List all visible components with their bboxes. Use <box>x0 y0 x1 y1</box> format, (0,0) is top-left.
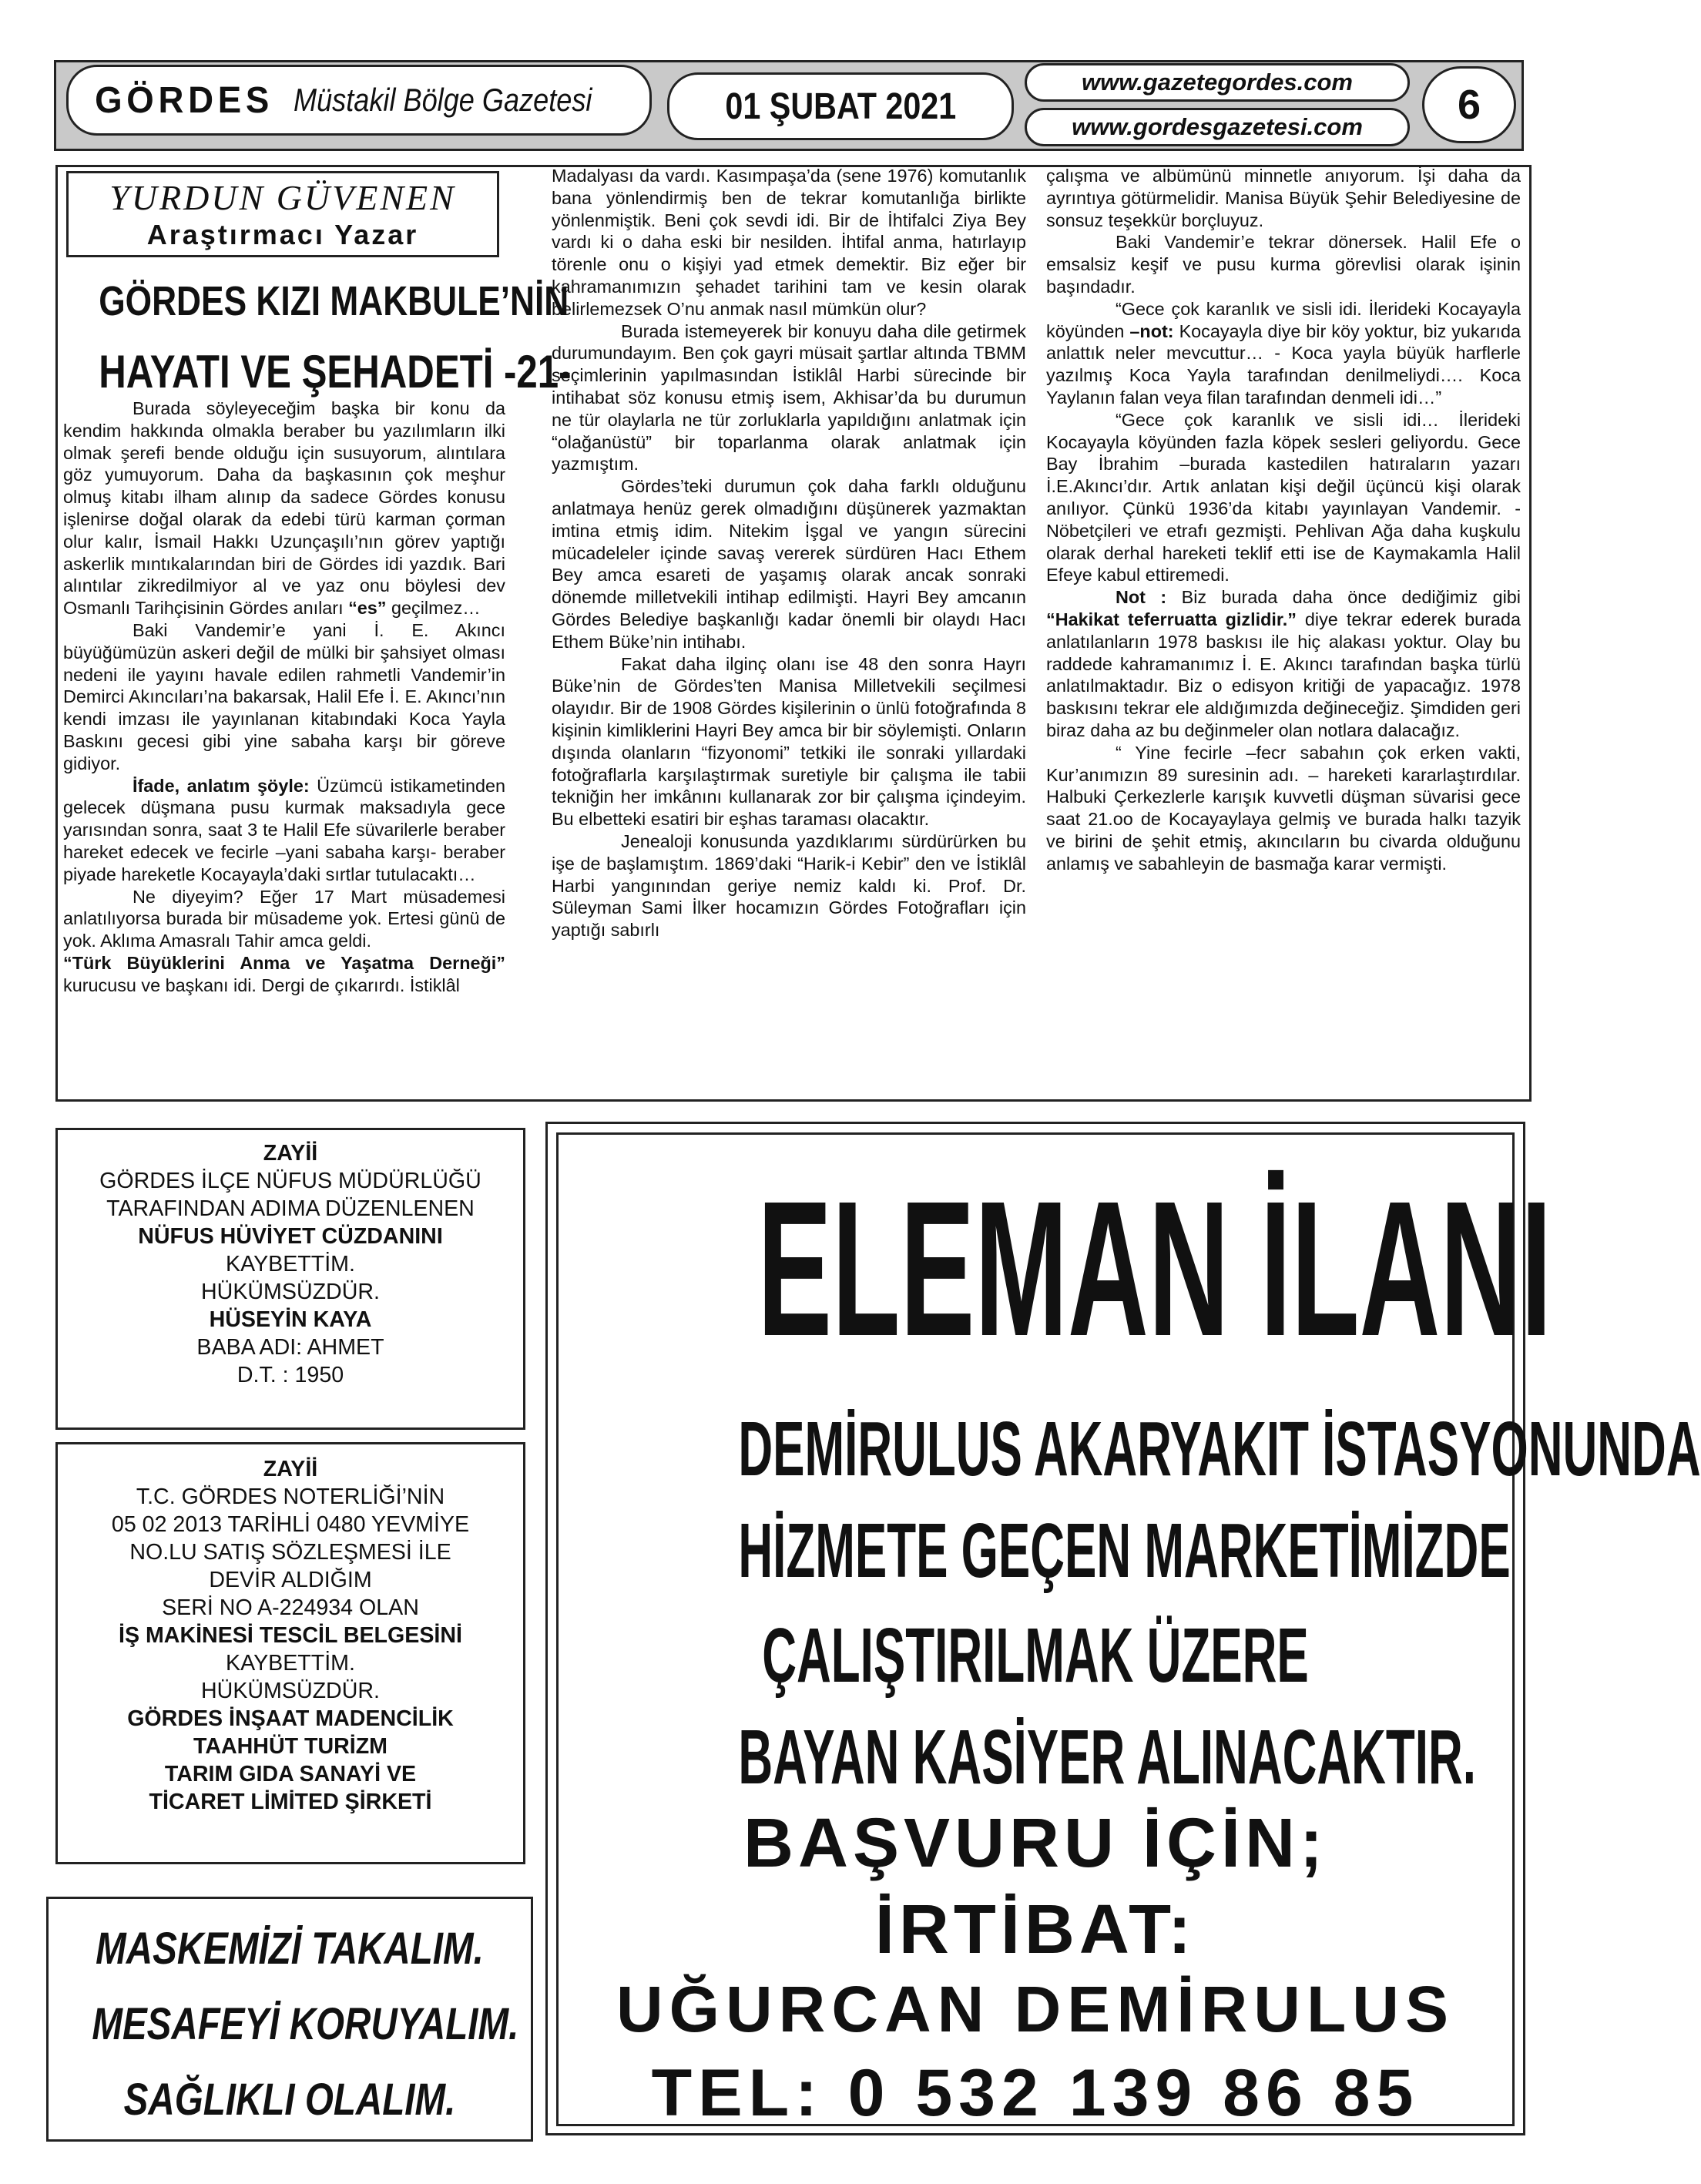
paragraph: Fakat daha ilginç olanı ise 48 den sonra Hayrı Büke’nin de Gördes’ten Manisa Milletvekili seçilmesi olayıdır. Bir de 1908 Gördes kişilerinin o ünlü fotoğrafında 8 kişinin kimliklerini Hayri Bey amca bir bir söylemişti. Onların dışında olanların “fizyonomi” tetkiki ile sonraki yıllardaki fotoğraflarla karşılaştırmak suretiyle bir çalışma ile tabii tekniğin her imkânını kullanarak zor bir çalışma içindeyim. Bu elbetteki esatiri bir eşhas taraması olacaktır. <box>552 653 1026 830</box>
notice-line: NO.LU SATIŞ SÖZLEŞMESİ İLE <box>129 1540 451 1565</box>
mask-line-1: MASKEMİZİ TAKALIM. <box>96 1924 484 1974</box>
paragraph: Burada söyleyeceğim başka bir konu da kendim hakkında olmakla beraber bu yazılımların ilki olmak şerefi bende olduğu için susuyorum, alıntılara göz yumuyorum. Daha da başkasının çok meşhur olmuş kitabı ilham alınıp da sadece Gördes konusu işlenirse doğal olarak da edebi türü karman çorman olur kalır, İsmail Hakkı Uzunçaşılı’nın görev yaptığı askerlik mıntıkalarından biri de Gördes idi yazdık. Bari alıntılar zikredilmiyor al ve yaz onu böylesi dev Osmanlı Tarihçisinin Gördes anıları “es” geçilmez… <box>63 398 505 619</box>
job-ad-contact-name: UĞURCAN DEMİRULUS <box>616 1973 1454 2045</box>
issue-date-pill <box>667 72 1014 140</box>
notice-line: KAYBETTİM. <box>226 1651 355 1676</box>
lost-notice-id-card <box>55 1128 525 1430</box>
paragraph: Jenealoji konusunda yazdıklarımı sürdürürken bu işe de başlamıştım. 1869’daki “Harik-i Kebir” den ve İstiklâl Harbi yangınından geriye nemiz kaldı ki. Prof. Dr. Süleyman Sami İlker hocamızın Gördes Fotoğrafları için yaptığı sabırlı <box>552 830 1026 941</box>
notice-line: D.T. : 1950 <box>237 1363 344 1387</box>
paragraph: Gördes’teki durumun çok daha farklı olduğunu anlatmaya henüz gerek olmadığını düşünerek yazmaktan imtina etmiş idim. Nitekim İşgal ve yangın sürecini mücadeleler içinde savaş vererek sürdüren Hacı Ethem Bey amca esareti de yaşamış olarak ancak sonraki dönemde milletvekili intihap edilmişti. Hayri Bey amcanın Gördes Belediye başkanlığı kadar önemli bir olaydı Hacı Ethem Büke’nin intihabı. <box>552 476 1026 652</box>
job-ad-title: ELEMAN İLANI <box>757 1161 1552 1376</box>
notice-line: SERİ NO A-224934 OLAN <box>162 1595 419 1620</box>
job-ad-line-2: HİZMETE GEÇEN MARKETİMİZDE <box>738 1508 1511 1594</box>
website-pill-1[interactable] <box>1025 63 1410 102</box>
notice-line: TARAFINDAN ADIMA DÜZENLENEN <box>106 1196 475 1221</box>
paragraph: Baki Vandemir’e tekrar dönersek. Halil Efe o emsalsiz keşif ve pusu kurma görevlisi olarak işinin başındadır. <box>1046 232 1521 297</box>
notice-line: İŞ MAKİNESİ TESCİL BELGESİNİ <box>119 1623 462 1648</box>
notice-line: BABA ADI: AHMET <box>196 1335 384 1360</box>
article-column-1 <box>63 398 505 997</box>
paragraph: Madalyası da vardı. Kasımpaşa’da (sene 1976) komutanlık bana yönlendirmiş ben de tekrar komutanlığa birlikte yönlenmiştik. Beni çok sevdi idi. Bir de İhtifalci Ziya Bey vardı ki o daha eski bir nesilden. İhtifal anma, hatırlayıp törenle onu o kişiyi yad etmek demektir. Biz eğer bir kahramanımızın şehadet tarihini tam ve kesin olarak belirlemezsek O’nu anmak nasıl mümkün olur? <box>552 166 1026 319</box>
mask-reminder-box <box>46 1897 533 2142</box>
notice-line: GÖRDES İLÇE NÜFUS MÜDÜRLÜĞÜ <box>99 1169 481 1193</box>
job-ad-line-3: ÇALIŞTIRILMAK ÜZERE <box>762 1612 1309 1699</box>
notice-line: NÜFUS HÜVİYET CÜZDANINI <box>138 1224 443 1249</box>
paragraph: “ Yine fecirle –fecr sabahın çok erken vakti, Kur’anımızın 89 suresinin adı. – hareketi kararlaştırdılar. Halbuki Çerkezlerle karışık kuvvetli düşman süvarisi gece saat 21.oo de Kocayaylaya gelmiş ve burada halkı tazyik ve birini de şehit etmiş, akıncıların bu civarda olduğunu anlamış ve sabahleyin de basmağa karar vermişti. <box>1046 742 1521 874</box>
paragraph: Not : Biz burada daha önce dediğimiz gibi “Hakikat teferruatta gizlidir.” diye tekrar ederek burada anlatılanların 1978 baskısı ile hiç alakası yoktur. Olay bu raddede kahramanımız İ. E. Akıncı tarafından başka türlü anlatılmaktadır. Biz o edisyon kritiği de yapacağız. 1978 baskısını tekrar ele aldığımızda değineceğiz. Şimdiden geri biraz daha az bu değinmeler olan notlara dalacağız. <box>1046 587 1521 740</box>
author-name: YURDUN GÜVENEN <box>109 178 456 217</box>
notice-line: GÖRDES İNŞAAT MADENCİLİK <box>127 1706 454 1731</box>
job-ad-line-4: BAYAN KASİYER ALINACAKTIR. <box>738 1714 1477 1800</box>
issue-date: 01 ŞUBAT 2021 <box>725 86 956 127</box>
masthead-brand <box>66 65 652 136</box>
paragraph: Burada istemeyerek bir konuyu daha dile getirmek durumundayım. Ben çok gayri müsait şartlar altında TBMM seçimlerinin yapılmasından İstiklâl Harbi sürecinde bir intihabat söz konusu etmiş isem, Akhisar’da bu durumun ne tür olaylarla ne tür zorluklarla yapıldığını anlatmak için “olağanüstü” bir toparlanma olarak anlatmak için yazmıştım. <box>552 320 1026 475</box>
website-pill-2[interactable] <box>1025 108 1410 146</box>
newspaper-name: GÖRDES <box>95 79 273 121</box>
job-ad-apply-label: BAŞVURU İÇİN; <box>743 1805 1327 1882</box>
notice-line: TAAHHÜT TURİZM <box>193 1734 388 1759</box>
job-ad-line-1: DEMİRULUS AKARYAKIT İSTASYONUNDA <box>738 1406 1701 1492</box>
article-headline-line-2: HAYATI VE ŞEHADETİ -21- <box>99 346 572 398</box>
job-ad-contact-label: İRTİBAT: <box>874 1891 1196 1968</box>
notice-line: TARIM GIDA SANAYİ VE <box>164 1762 417 1786</box>
paragraph: İfade, anlatım şöyle: Üzümcü istikametinden gelecek düşmana pusu kurmak maksadıyla gece yarısından sonra, saat 3 te Halil Efe süvarilerle beraber hareket edecek ve fecirle –yani sabaha karşı- beraber piyade hareketle Kocayayla’daki sırtlar tutulacaktı… <box>63 775 505 884</box>
page-number-pill <box>1422 66 1516 143</box>
author-box <box>66 171 499 257</box>
job-ad-phone[interactable]: TEL: 0 532 139 86 85 <box>651 2056 1420 2130</box>
notice-line: T.C. GÖRDES NOTERLİĞİ’NİN <box>136 1485 445 1509</box>
article-headline-line-1: GÖRDES KIZI MAKBULE’NİN <box>99 278 569 324</box>
notice-line: HÜKÜMSÜZDÜR. <box>201 1679 380 1703</box>
notice-title: ZAYİİ <box>263 1457 318 1481</box>
notice-line: DEVİR ALDIĞIM <box>209 1568 372 1592</box>
notice-line: HÜSEYİN KAYA <box>209 1307 372 1332</box>
notice-line: HÜKÜMSÜZDÜR. <box>201 1280 380 1304</box>
website-link-1[interactable]: www.gazetegordes.com <box>1082 69 1353 96</box>
website-link-2[interactable]: www.gordesgazetesi.com <box>1072 113 1363 140</box>
paragraph: Ne diyeyim? Eğer 17 Mart müsademesi anlatılıyorsa burada bir müsademe yok. Ertesi günü de yok. Aklıma Amasralı Tahir amca geldi. “Türk Büyüklerini Anma ve Yaşatma Derneği” kurucusu ve başkanı idi. Dergi de çıkarırdı. İstiklâl <box>63 886 505 995</box>
article-column-2 <box>552 165 1026 941</box>
notice-line: TİCARET LİMİTED ŞİRKETİ <box>149 1790 432 1814</box>
lost-notice-machine-registration <box>55 1442 525 1864</box>
notice-line: 05 02 2013 TARİHLİ 0480 YEVMİYE <box>111 1512 470 1537</box>
mask-line-2: MESAFEYİ KORUYALIM. <box>92 1999 519 2049</box>
paragraph: Baki Vandemir’e yani İ. E. Akıncı büyüğümüzün askeri değil de mülki bir şahsiyet olması nedeni ile yayını havale edilen rahmetli Vandemir’in Demirci Akıncıları’na bakarsak, Halil Efe İ. E. Akıncı’nın kendi imzası ile yayınlanan kitabındaki Koca Yayla Baskını gecesi gibi yine sabaha karşı bir göreve gidiyor. <box>63 619 505 773</box>
page-number: 6 <box>1457 82 1481 128</box>
paragraph: “Gece çok karanlık ve sisli idi. İlerideki Kocayayla köyünden –not: Kocayayla diye bir köy yoktur, biz yukarıda anlattık neler mevcuttur… - Koca yayla büyük harflerle yazılmış Koca Yayla tarafından denilmeliydi…. Koca Yaylanın falan veya filan tarafından denmeli idi…” <box>1046 298 1522 408</box>
newspaper-tagline: Müstakil Bölge Gazetesi <box>294 82 592 118</box>
article-column-3 <box>1046 165 1521 875</box>
paragraph: çalışma ve albümünü minnetle anıyorum. İşi daha da ayrıntıya götürmelidir. Manisa Büyük Şehir Belediyesine de sonsuz teşekkür borçluyuz. <box>1046 166 1521 230</box>
paragraph: “Gece çok karanlık ve sisli idi… İlerideki Kocayayla köyünden fazla köpek sesleri geliyordu. Gece Bay İbrahim –burada kastedilen hatıraların yazarı İ.E.Akıncı’dır. Artık anlatan kişi değil üçüncü kişi olarak anılıyor. Çünkü 1936’da kitabı yayınlayan Vandemir. - Nöbetçileri ve etrafı gezmişti. Pehlivan Ağa daha kuşkulu olarak derhal hareketi teklif etti ise de Kaymakamla Halil Efeye kabul ettiremedi. <box>1046 409 1521 585</box>
notice-line: KAYBETTİM. <box>226 1252 355 1277</box>
mask-line-3: SAĞLIKLI OLALIM. <box>123 2075 456 2125</box>
notice-title: ZAYİİ <box>263 1141 318 1166</box>
author-role: Araştırmacı Yazar <box>146 219 419 250</box>
